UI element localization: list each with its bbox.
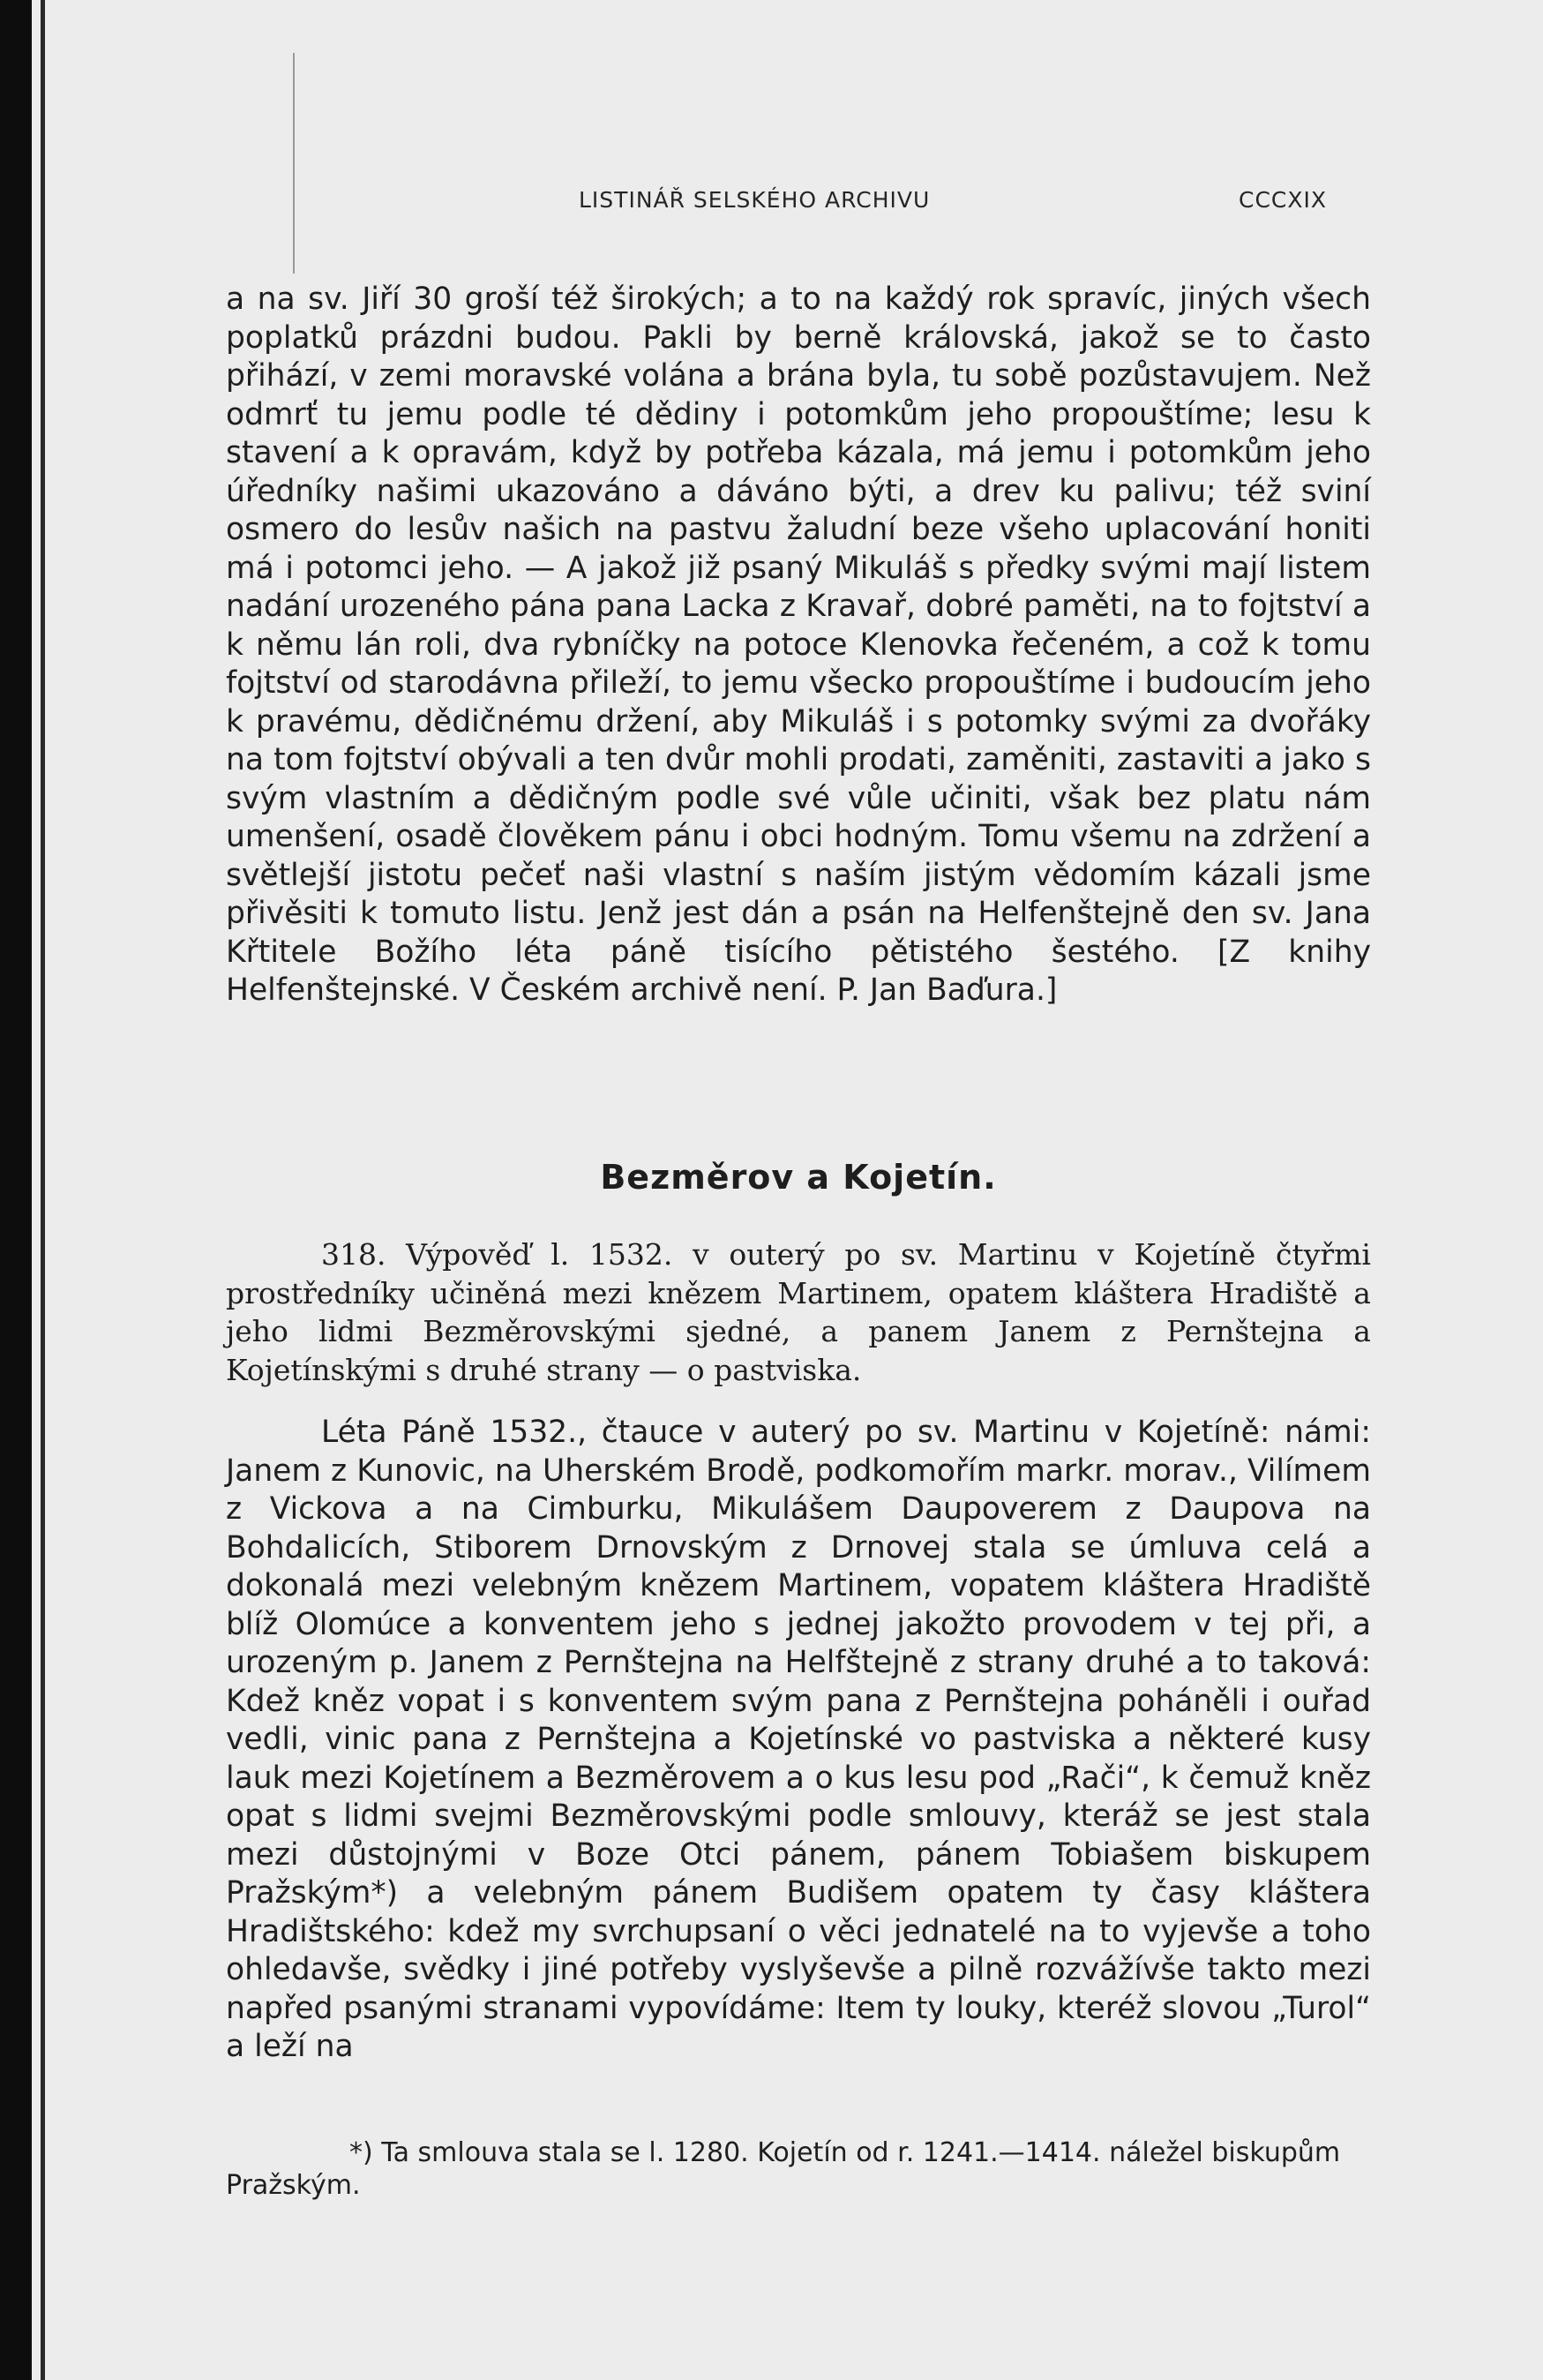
page-folio: CCCXIX — [1239, 187, 1327, 213]
paragraph: Léta Páně 1532., čtauce v auterý po sv. Martinu v Kojetíně: námi: Janem z Kunovic, na Uherském Brodě, podkomořím markr. morav., Vilímem z Vickova a na Cimburku, Mikulášem Daupoverem z Daupova na Bohdalicích, Stiborem Drnovským z Drnovej stala se úmluva celá a dokonalá mezi velebným knězem Martinem, vopatem kláštera Hradiště blíž Olomúce a konventem jeho s jednej jakožto provodem v tej při, a urozeným p. Janem z Pernštejna na Helfštejně z strany druhé a to taková: Kdež kněz vopat i s konventem svým pana z Pernštejna poháněli i ouřad vedli, vinic pana z Pernštejna a Kojetínské vo pastviska a některé kusy lauk mezi Kojetínem a Bezměrovem a o kus lesu pod „Rači“, k čemuž kněz opat s lidmi svejmi Bezměrovskými podle smlouvy, kteráž se jest stala mezi důstojnými v Boze Otci pánem, pánem Tobiašem biskupem Pražským*) a velebným pánem Budišem opatem ty časy kláštera Hradištského: kdež my svrchupsaní o věci jednatelé na to vyjevše a toho ohledavše, svědky i jiné potřeby vyslyševše a pilně rozvážívše takto mezi napřed psanými stranami vypovídáme: Item ty louky, kteréž slovou „Turol“ a leží na — [226, 1415, 1371, 2064]
entry-head-paragraph: 318. Výpověď l. 1532. v outerý po sv. Martinu v Kojetíně čtyřmi prostředníky učiněná mezi knězem Martinem, opatem kláštera Hradiště a jeho lidmi Bezměrovskými sjedné, a panem Janem z Pernštejna a Kojetínskými s druhé strany — o pastviska. — [226, 1237, 1371, 1387]
running-title: LISTINÁŘ SELSKÉHO ARCHIVU — [579, 187, 931, 213]
page — [32, 0, 1543, 2380]
running-head — [32, 187, 1543, 222]
paragraph: a na sv. Jiří 30 groší též širokých; a to na každý rok spravíc, jiných všech poplatků prázdni budou. Pakli by berně královská, jakož se to často přihází, v zemi moravské volána a brána byla, tu sobě pozůstavujem. Než odmrť tu jemu podle té dědiny i potomkům jeho propouštíme; lesu k stavení a k opravám, když by potřeba kázala, má jemu i potomkům jeho úředníky našimi ukazováno a dáváno býti, a drev ku palivu; též sviní osmero do lesův našich na pastvu žaludní beze všeho uplacování honiti má i potomci jeho. — A jakož již psaný Mikuláš s předky svými mají listem nadání urozeného pána pana Lacka z Kravař, dobré paměti, na to fojtství a k němu lán roli, dva rybníčky na potoce Klenovka řečeném, a což k tomu fojtství od starodávna přileží, to jemu všecko propouštíme i budoucím jeho k pravému, dědičnému držení, aby Mikuláš i s potomky svými za dvořáky na tom fojtství obývali a ten dvůr mohli prodati, zaměniti, zastaviti a jako s svým vlastním a dědičným podle své vůle učiniti, však bez platu nám umenšení, osadě člověkem pánu i obci hodným. Tomu všemu na zdržení a světlejší jistotu pečeť naši vlastní s naším jistým vědomím kázali jsme přivěsiti k tomuto listu. Jenž jest dán a psán na Helfenštejně den sv. Jana Křtitele Božího léta páně tisícího pětistého šestého. [Z knihy Helfenštejnské. V Českém archivě není. P. Jan Baďura.] — [226, 282, 1371, 1008]
margin-pencil-line — [293, 53, 295, 274]
footnote-text: *) Ta smlouva stala se l. 1280. Kojetín od r. 1241.—1414. náležel biskupům Pražským. — [226, 2137, 1341, 2201]
section-heading: Bezměrov a Kojetín. — [600, 1158, 997, 1197]
binding-edge-rule — [41, 0, 45, 2380]
footnote — [226, 2136, 1371, 2202]
body-text-second — [226, 1414, 1371, 2067]
entry-head — [226, 1235, 1371, 1389]
body-text-first — [226, 281, 1371, 1010]
